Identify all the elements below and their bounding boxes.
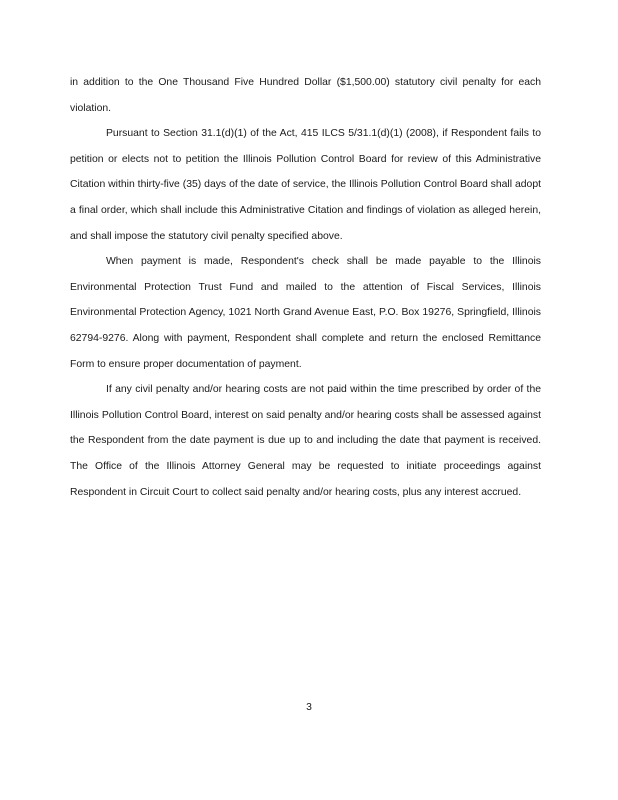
paragraph-final-order: Pursuant to Section 31.1(d)(1) of the Act, 415 ILCS 5/31.1(d)(1) (2008), if Respondent fails to petition or elects not to petition the Illinois Pollution Control Board for review of this Administrative Citation within thirty-five (35) days of the date of service, the Illinois Pollution Control Board shall adopt a final order, which shall include this Administrative Citation and findings of violation as alleged herein, and shall impose the statutory civil penalty specified above. xyxy=(70,128,541,242)
paragraph-continuation: in addition to the One Thousand Five Hundred Dollar ($1,500.00) statutory civil penalty for each violation. xyxy=(70,77,541,114)
paragraph-payment-instructions: When payment is made, Respondent's check shall be made payable to the Illinois Environmental Protection Trust Fund and mailed to the attention of Fiscal Services, Illinois Environmental Protection Agency, 1021 North Grand Avenue East, P.O. Box 19276, Springfield, Illinois 62794-9276. Along with payment, Respondent shall complete and return the enclosed Remittance Form to ensure proper documentation of payment. xyxy=(70,256,541,370)
page-number: 3 xyxy=(306,702,312,713)
document-body xyxy=(70,70,541,505)
paragraph-interest-on-penalty: If any civil penalty and/or hearing costs are not paid within the time prescribed by order of the Illinois Pollution Control Board, interest on said penalty and/or hearing costs shall be assessed against the Respondent from the date payment is due up to and including the date that payment is received. The Office of the Illinois Attorney General may be requested to initiate proceedings against Respondent in Circuit Court to collect said penalty and/or hearing costs, plus any interest accrued. xyxy=(70,384,541,498)
